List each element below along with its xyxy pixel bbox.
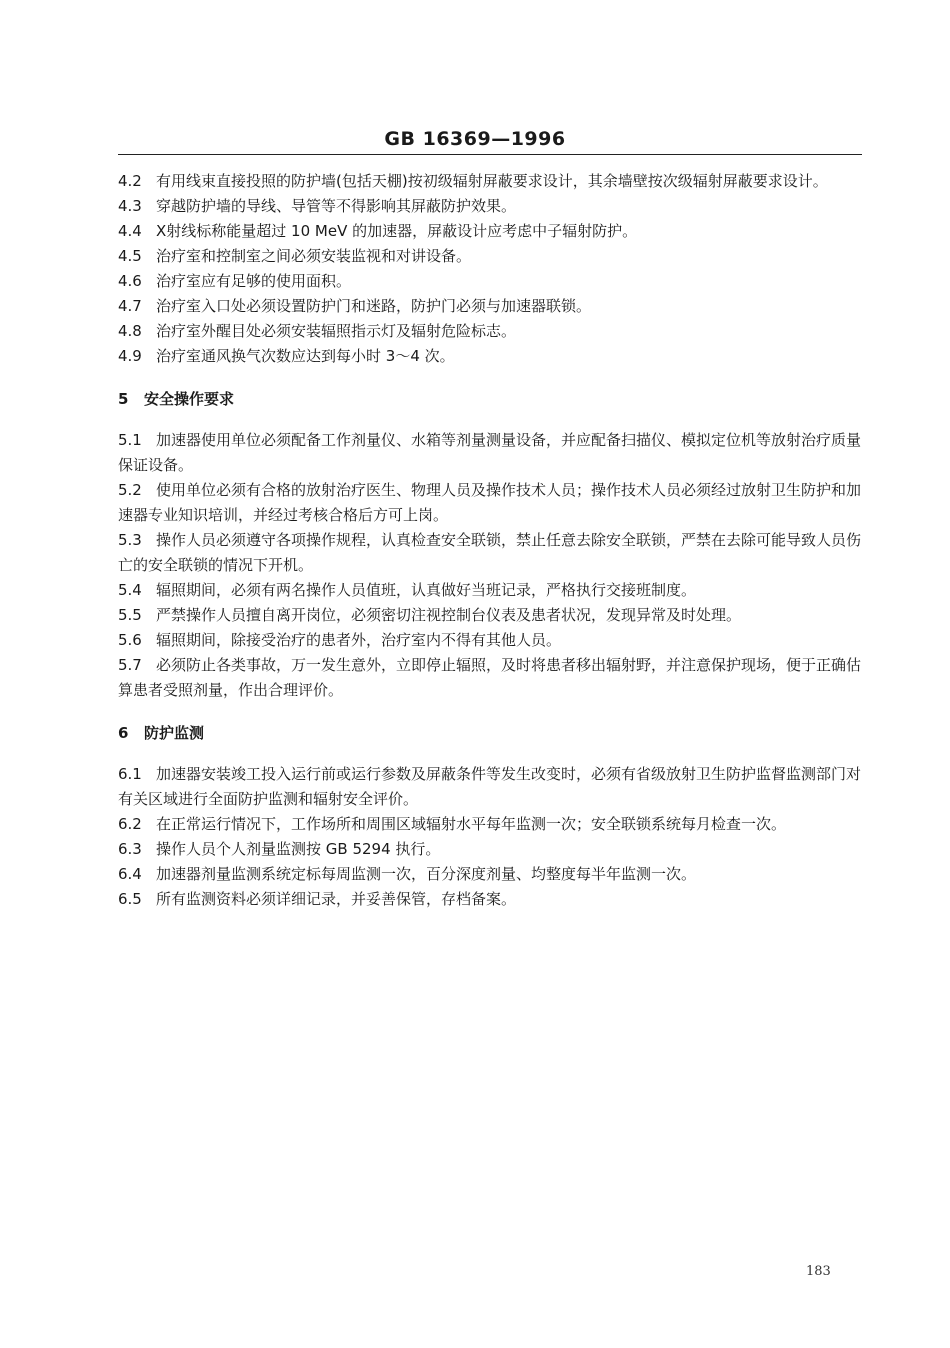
clause-5-2: 5.2 使用单位必须有合格的放射治疗医生、物理人员及操作技术人员；操作技术人员必须经过放射卫生防护和加速器专业知识培训，并经过考核合格后方可上岗。 xyxy=(118,481,862,524)
clause-4-3: 4.3 穿越防护墙的导线、导管等不得影响其屏蔽防护效果。 xyxy=(118,197,517,215)
clause-4-6: 4.6 治疗室应有足够的使用面积。 xyxy=(118,272,352,290)
clause-6-2: 6.2 在正常运行情况下，工作场所和周围区域辐射水平每年监测一次；安全联锁系统每月检查一次。 xyxy=(118,815,787,833)
clause-5-1: 5.1 加速器使用单位必须配备工作剂量仪、水箱等剂量测量设备，并应配备扫描仪、模拟定位机等放射治疗质量保证设备。 xyxy=(118,431,862,474)
clause-5-4: 5.4 辐照期间，必须有两名操作人员值班，认真做好当班记录，严格执行交接班制度。 xyxy=(118,581,697,599)
clause-4-5: 4.5 治疗室和控制室之间必须安装监视和对讲设备。 xyxy=(118,247,472,265)
header-rule xyxy=(118,154,862,155)
clause-4-4: 4.4 X射线标称能量超过 10 MeV 的加速器，屏蔽设计应考虑中子辐射防护。 xyxy=(118,222,638,240)
clause-5-6: 5.6 辐照期间，除接受治疗的患者外，治疗室内不得有其他人员。 xyxy=(118,631,562,649)
clause-5-3: 5.3 操作人员必须遵守各项操作规程，认真检查安全联锁，禁止任意去除安全联锁，严禁在去除可能导致人员伤亡的安全联锁的情况下开机。 xyxy=(118,531,862,574)
section-6-heading: 6 防护监测 xyxy=(118,724,205,742)
section-5-heading: 5 安全操作要求 xyxy=(118,390,235,408)
clause-4-7: 4.7 治疗室入口处必须设置防护门和迷路，防护门必须与加速器联锁。 xyxy=(118,297,592,315)
clause-5-5: 5.5 严禁操作人员擅自离开岗位，必须密切注视控制台仪表及患者状况，发现异常及时处理。 xyxy=(118,606,742,624)
section-4-continued xyxy=(118,169,864,369)
document-body xyxy=(118,169,864,912)
page-number: 183 xyxy=(806,1264,831,1279)
clause-5-7: 5.7 必须防止各类事故，万一发生意外，立即停止辐照，及时将患者移出辐射野，并注意保护现场，便于正确估算患者受照剂量，作出合理评价。 xyxy=(118,656,862,699)
clause-4-2: 4.2 有用线束直接投照的防护墙(包括天棚)按初级辐射屏蔽要求设计，其余墙壁按次级辐射屏蔽要求设计。 xyxy=(118,172,828,190)
standard-code-header: GB 16369—1996 xyxy=(384,128,566,150)
clause-6-4: 6.4 加速器剂量监测系统定标每周监测一次，百分深度剂量、均整度每半年监测一次。 xyxy=(118,865,697,883)
section-5 xyxy=(118,387,864,703)
clause-4-9: 4.9 治疗室通风换气次数应达到每小时 3～4 次。 xyxy=(118,347,455,365)
clause-6-5: 6.5 所有监测资料必须详细记录，并妥善保管，存档备案。 xyxy=(118,890,517,908)
clause-6-3: 6.3 操作人员个人剂量监测按 GB 5294 执行。 xyxy=(118,840,441,858)
clause-4-8: 4.8 治疗室外醒目处必须安装辐照指示灯及辐射危险标志。 xyxy=(118,322,517,340)
clause-6-1: 6.1 加速器安装竣工投入运行前或运行参数及屏蔽条件等发生改变时，必须有省级放射卫生防护监督监测部门对有关区域进行全面防护监测和辐射安全评价。 xyxy=(118,765,862,808)
section-6 xyxy=(118,721,864,912)
